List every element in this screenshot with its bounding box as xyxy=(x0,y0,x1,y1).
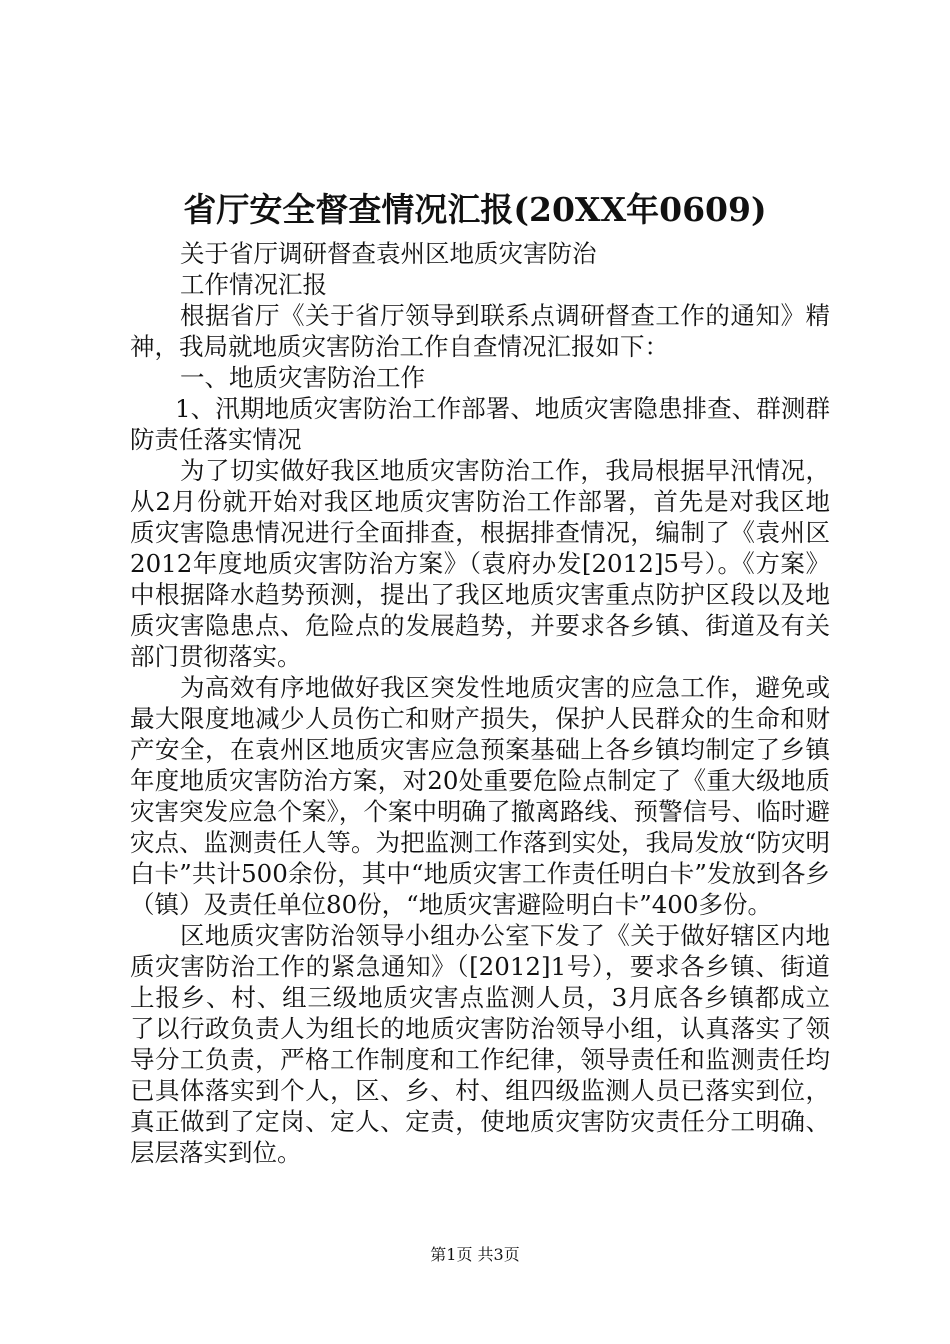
subtitle-line-2: 工作情况汇报 xyxy=(180,270,327,299)
paragraph-body-1: 为了切实做好我区地质灾害防治工作，我局根据早汛情况，从2月份就开始对我区地质灾害防治工作部署，首先是对我区地质灾害隐患情况进行全面排查，根据排查情况，编制了《袁州区2012年度地质灾害防治方案》（袁府办发[2012]5号）。《方案》中根据降水趋势预测，提出了我区地质灾害重点防护区段以及地质灾害隐患点、危险点的发展趋势，并要求各乡镇、街道及有关部门贯彻落实。 xyxy=(130,456,830,671)
section-heading: 一、地质灾害防治工作 xyxy=(180,363,425,392)
subsection-heading: 1、汛期地质灾害防治工作部署、地质灾害隐患排查、群测群防责任落实情况 xyxy=(130,394,830,454)
page-footer: 第1页 共3页 xyxy=(430,1245,520,1264)
subtitle-line-1: 关于省厅调研督查袁州区地质灾害防治 xyxy=(180,239,597,268)
document-body xyxy=(130,238,830,1168)
paragraph-body-3: 区地质灾害防治领导小组办公室下发了《关于做好辖区内地质灾害防治工作的紧急通知》（[2012]1号），要求各乡镇、街道上报乡、村、组三级地质灾害点监测人员，3月底各乡镇都成立了以行政负责人为组长的地质灾害防治领导小组，认真落实了领导分工负责，严格工作制度和工作纪律，领导责任和监测责任均已具体落实到个人，区、乡、村、组四级监测人员已落实到位，真正做到了定岗、定人、定责，使地质灾害防灾责任分工明确、层层落实到位。 xyxy=(130,921,830,1167)
document-title: 省厅安全督查情况汇报(20XX年0609) xyxy=(183,190,767,229)
paragraph-body-2: 为高效有序地做好我区突发性地质灾害的应急工作，避免或最大限度地减少人员伤亡和财产损失，保护人民群众的生命和财产安全，在袁州区地质灾害应急预案基础上各乡镇均制定了乡镇年度地质灾害防治方案，对20处重要危险点制定了《重大级地质灾害突发应急个案》，个案中明确了撤离路线、预警信号、临时避灾点、监测责任人等。为把监测工作落到实处，我局发放“防灾明白卡”共计500余份，其中“地质灾害工作责任明白卡”发放到各乡（镇）及责任单位80份，“地质灾害避险明白卡”400多份。 xyxy=(130,673,830,919)
paragraph-intro: 根据省厅《关于省厅领导到联系点调研督查工作的通知》精神，我局就地质灾害防治工作自查情况汇报如下： xyxy=(130,301,830,361)
